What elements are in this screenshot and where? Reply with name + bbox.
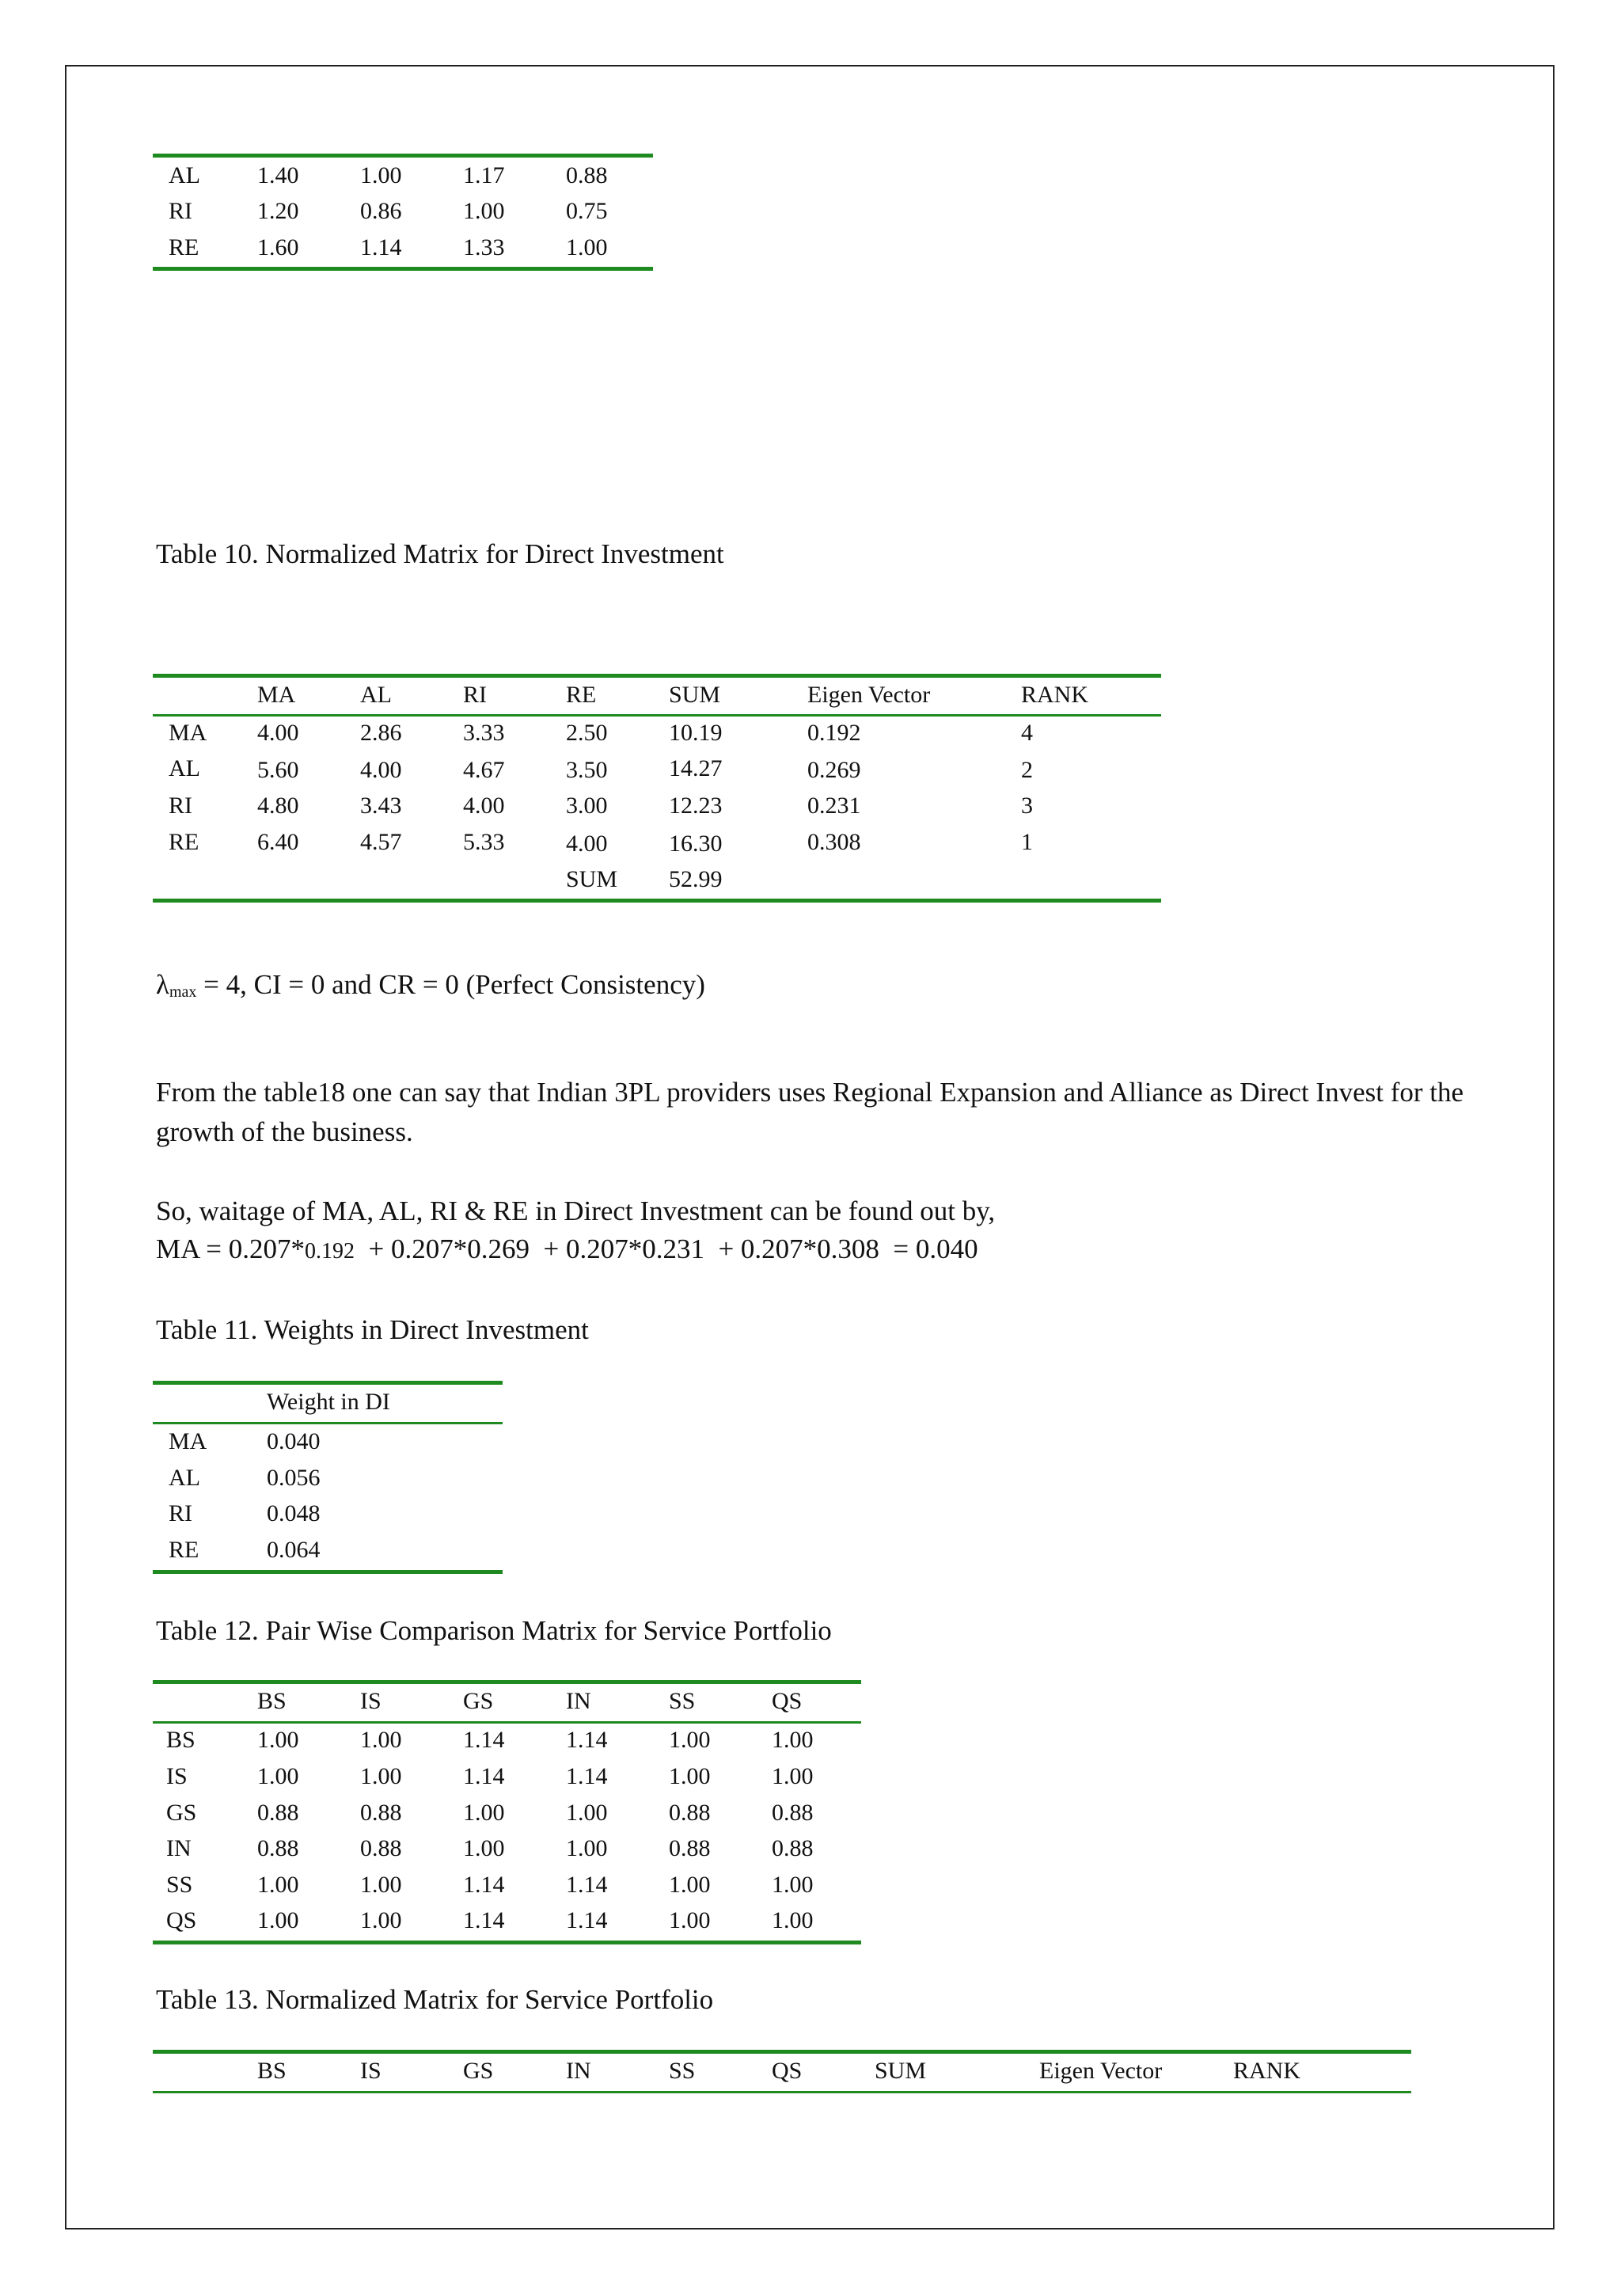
- column-header: SS: [669, 2058, 696, 2084]
- row-label: RI: [169, 198, 192, 224]
- column-header: Weight in DI: [267, 1389, 390, 1415]
- formula-part: 0.192: [304, 1239, 355, 1264]
- consistency-text: = 4, CI = 0 and CR = 0 (Perfect Consistency): [196, 969, 705, 1000]
- paragraph-direct-invest: From the table18 one can say that Indian 3PL providers uses Regional Expansion and Alliance as Direct Invest for the growth of the business.: [156, 1077, 1464, 1147]
- table-cell: 3.43: [360, 793, 402, 819]
- table12-caption: Table 12. Pair Wise Comparison Matrix for Service Portfolio: [156, 1615, 832, 1646]
- row-label: MA: [169, 1428, 207, 1454]
- table-cell: 4.57: [360, 829, 402, 855]
- table-cell: 0.88: [772, 1835, 814, 1861]
- table-cell: 0.88: [669, 1835, 711, 1861]
- table-cell: 1.40: [257, 162, 299, 188]
- table-cell: 14.27: [669, 755, 723, 781]
- table-cell: 0.056: [267, 1465, 321, 1491]
- row-label: MA: [169, 720, 207, 746]
- table-cell: 1.14: [566, 1727, 608, 1753]
- column-header: QS: [772, 2058, 803, 2084]
- table-cell: 4.00: [257, 720, 299, 746]
- table-cell: 0.88: [257, 1835, 299, 1861]
- header-rule: [153, 2091, 1411, 2093]
- row-label: AL: [169, 1465, 200, 1491]
- column-header: MA: [257, 682, 296, 708]
- table-cell: 1.00: [669, 1763, 711, 1789]
- table-bottom-rule: [153, 267, 653, 271]
- table-cell: 1.33: [463, 234, 505, 260]
- lambda-subscript: max: [169, 983, 197, 1001]
- column-header: Eigen Vector: [807, 682, 931, 708]
- table-cell: 1.00: [772, 1872, 814, 1898]
- table-cell: 1.00: [772, 1727, 814, 1753]
- table-top-rule: [153, 2050, 1411, 2054]
- table-cell: 3.50: [566, 757, 608, 783]
- column-header: SUM: [669, 682, 721, 708]
- table-cell: 1.14: [463, 1872, 505, 1898]
- table-bottom-rule: [153, 1941, 861, 1944]
- formula-line: [156, 1232, 978, 1269]
- row-label: RE: [169, 1537, 199, 1563]
- table-cell: 5.60: [257, 757, 299, 783]
- row-label: RI: [169, 793, 192, 819]
- table-top-rule: [153, 1680, 861, 1684]
- column-header: GS: [463, 2058, 494, 2084]
- table-cell: 1.00: [566, 1835, 608, 1861]
- table-cell: 1.00: [669, 1727, 711, 1753]
- table-cell: 2.86: [360, 720, 402, 746]
- table-bottom-rule: [153, 1570, 503, 1574]
- table-cell: 0.75: [566, 198, 608, 224]
- table-cell: 1.00: [772, 1907, 814, 1933]
- table-cell: 6.40: [257, 829, 299, 855]
- table-top-rule: [153, 674, 1161, 678]
- row-label: BS: [166, 1727, 196, 1753]
- column-header: BS: [257, 1688, 287, 1714]
- column-header: RANK: [1233, 2058, 1301, 2084]
- table-bottom-rule: [153, 899, 1161, 903]
- table-cell: 1.00: [257, 1727, 299, 1753]
- table-cell: 0.040: [267, 1428, 321, 1454]
- sum-value: 52.99: [669, 866, 723, 892]
- table-top-rule: [153, 154, 653, 158]
- table-cell: 3.00: [566, 793, 608, 819]
- column-header: SUM: [875, 2058, 927, 2084]
- table-cell: 0.88: [566, 162, 608, 188]
- column-header: QS: [772, 1688, 803, 1714]
- table-cell: 1.00: [360, 162, 402, 188]
- column-header: IS: [360, 2058, 382, 2084]
- table-cell: 12.23: [669, 793, 723, 819]
- header-rule: [153, 1422, 503, 1424]
- table13-caption: Table 13. Normalized Matrix for Service Portfolio: [156, 1984, 714, 2015]
- column-header: BS: [257, 2058, 287, 2084]
- table-cell: 1.00: [257, 1872, 299, 1898]
- row-label: IS: [166, 1763, 188, 1789]
- table-cell: 0.308: [807, 829, 861, 855]
- table-cell: 1.00: [360, 1763, 402, 1789]
- table-cell: 1.14: [566, 1763, 608, 1789]
- table-cell: 1.00: [360, 1872, 402, 1898]
- table-top-rule: [153, 1381, 503, 1385]
- table-cell: 4.00: [566, 831, 608, 857]
- table-cell: 1.00: [566, 1800, 608, 1826]
- table-cell: 3: [1021, 793, 1033, 819]
- paragraph-waitage: So, waitage of MA, AL, RI & RE in Direct Investment can be found out by,: [156, 1196, 996, 1226]
- table-cell: 1.00: [360, 1727, 402, 1753]
- column-header: GS: [463, 1688, 494, 1714]
- table-cell: 0.048: [267, 1500, 321, 1526]
- table11-caption: Table 11. Weights in Direct Investment: [156, 1314, 589, 1345]
- table-cell: 16.30: [669, 831, 723, 857]
- table-cell: 3.33: [463, 720, 505, 746]
- lambda-symbol: λ: [156, 969, 169, 1000]
- table-cell: 10.19: [669, 720, 723, 746]
- table-cell: 1.14: [463, 1907, 505, 1933]
- table-cell: 1.00: [566, 234, 608, 260]
- formula-part: + 0.207*0.269 + 0.207*0.231 + 0.207*0.308 = 0.040: [354, 1234, 978, 1264]
- table-cell: 1.00: [669, 1872, 711, 1898]
- column-header: AL: [360, 682, 392, 708]
- table-cell: 1.00: [463, 1800, 505, 1826]
- table-cell: 1.00: [463, 1835, 505, 1861]
- column-header: Eigen Vector: [1039, 2058, 1163, 2084]
- table-cell: 4.00: [360, 757, 402, 783]
- table-cell: 1.00: [669, 1907, 711, 1933]
- table-cell: 1.00: [257, 1763, 299, 1789]
- table-cell: 4.67: [463, 757, 505, 783]
- header-rule: [153, 1721, 861, 1724]
- column-header: IS: [360, 1688, 382, 1714]
- table-cell: 1.14: [566, 1907, 608, 1933]
- table-cell: 4: [1021, 720, 1033, 746]
- table-cell: 2: [1021, 757, 1033, 783]
- table10-caption: Table 10. Normalized Matrix for Direct Investment: [156, 538, 724, 569]
- column-header: RI: [463, 682, 487, 708]
- column-header: IN: [566, 1688, 591, 1714]
- row-label: RE: [169, 829, 199, 855]
- table-cell: 1.14: [360, 234, 402, 260]
- table-cell: 1.17: [463, 162, 505, 188]
- table-cell: 1.00: [257, 1907, 299, 1933]
- table-cell: 1: [1021, 829, 1033, 855]
- table-cell: 0.88: [360, 1800, 402, 1826]
- table-cell: 0.231: [807, 793, 861, 819]
- table-cell: 1.14: [463, 1727, 505, 1753]
- row-label: AL: [169, 162, 200, 188]
- sum-label: SUM: [566, 866, 618, 892]
- table-cell: 1.20: [257, 198, 299, 224]
- column-header: RANK: [1021, 682, 1089, 708]
- column-header: IN: [566, 2058, 591, 2084]
- row-label: RE: [169, 234, 199, 260]
- table-cell: 5.33: [463, 829, 505, 855]
- table-cell: 1.14: [463, 1763, 505, 1789]
- table-cell: 2.50: [566, 720, 608, 746]
- row-label: AL: [169, 755, 200, 781]
- table-cell: 0.88: [360, 1835, 402, 1861]
- header-rule: [153, 714, 1161, 717]
- consistency-line: [156, 967, 705, 1009]
- table-cell: 0.88: [257, 1800, 299, 1826]
- table-cell: 0.88: [772, 1800, 814, 1826]
- row-label: SS: [166, 1872, 193, 1898]
- table-cell: 0.192: [807, 720, 861, 746]
- table-cell: 1.60: [257, 234, 299, 260]
- table-cell: 1.00: [463, 198, 505, 224]
- table-cell: 4.00: [463, 793, 505, 819]
- row-label: RI: [169, 1500, 192, 1526]
- table-cell: 1.14: [566, 1872, 608, 1898]
- table-cell: 0.88: [669, 1800, 711, 1826]
- table-cell: 0.064: [267, 1537, 321, 1563]
- table-cell: 1.00: [772, 1763, 814, 1789]
- table-cell: 1.00: [360, 1907, 402, 1933]
- row-label: QS: [166, 1907, 197, 1933]
- row-label: GS: [166, 1800, 197, 1826]
- table-cell: 0.269: [807, 757, 861, 783]
- table-cell: 0.86: [360, 198, 402, 224]
- formula-part: MA = 0.207*: [156, 1234, 305, 1264]
- column-header: SS: [669, 1688, 696, 1714]
- column-header: RE: [566, 682, 597, 708]
- row-label: IN: [166, 1835, 192, 1861]
- table-cell: 4.80: [257, 793, 299, 819]
